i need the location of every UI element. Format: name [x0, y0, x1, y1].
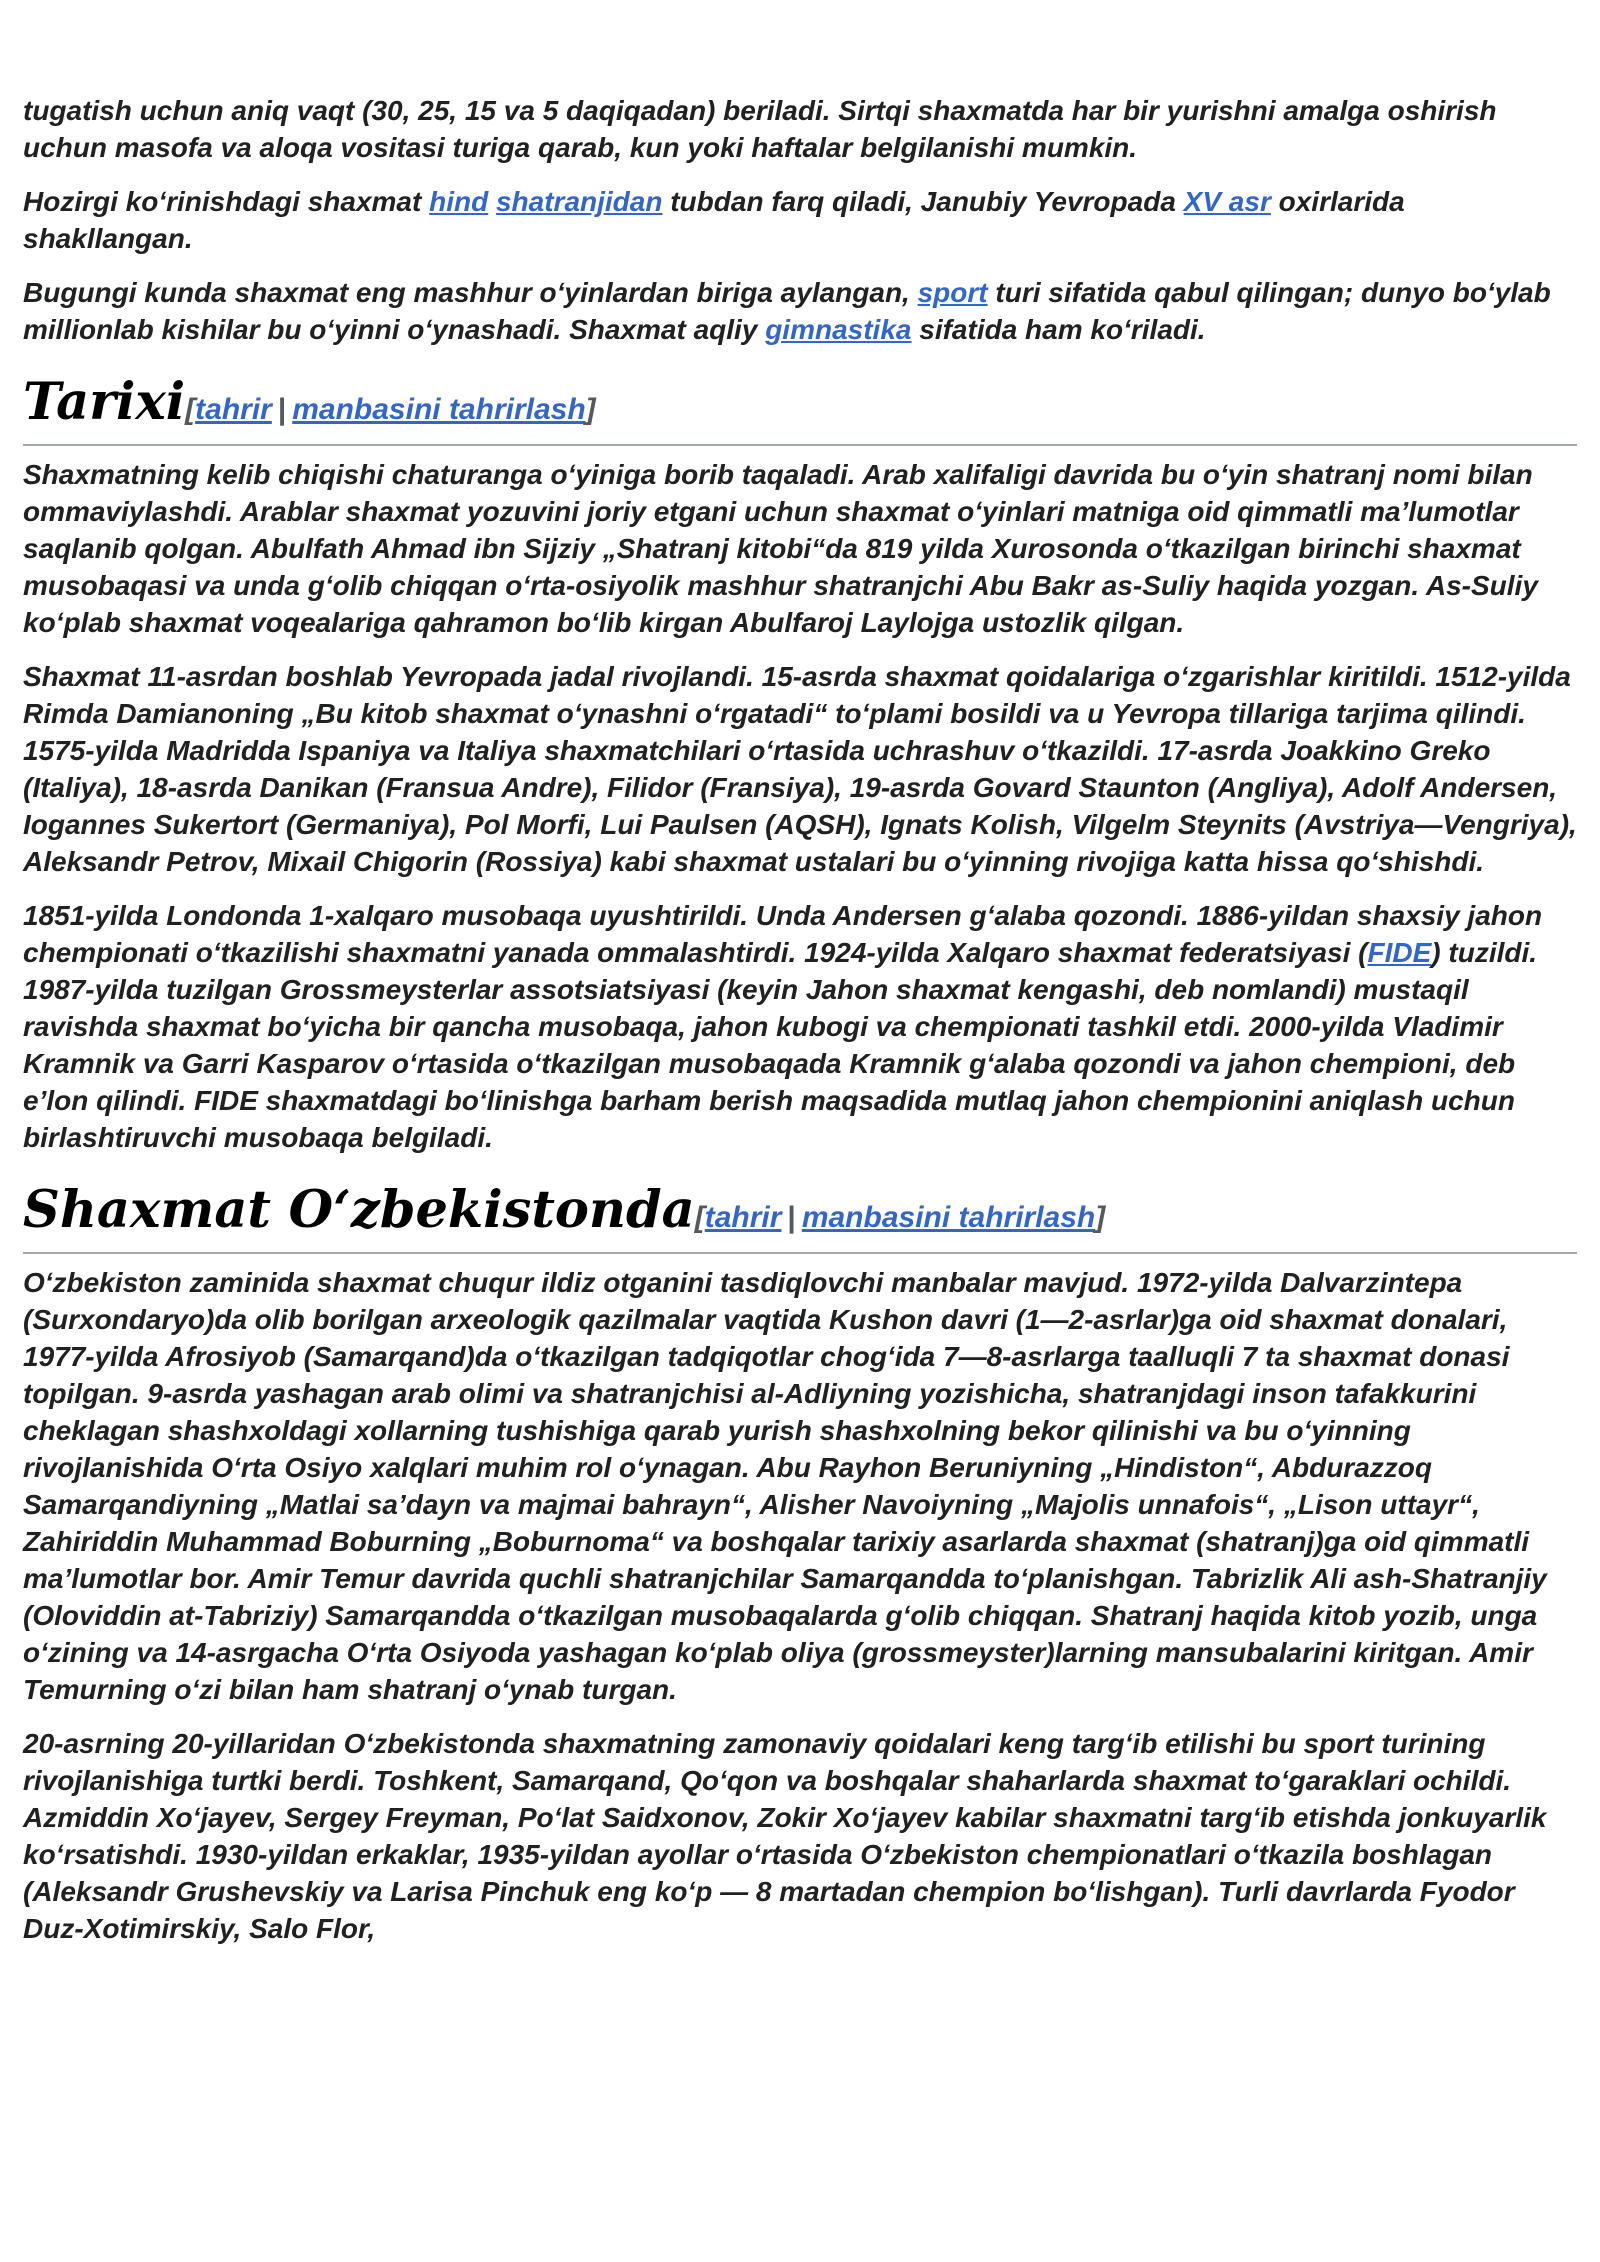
text-run: sifatida ham koʻriladi. [911, 314, 1206, 345]
text-run: Bugungi kunda shaxmat eng mashhur oʻyinlardan biriga aylangan, [23, 277, 918, 308]
text-run: turi sifatida qabul qilingan; dunyo boʻylab millionlab kishilar bu oʻyinni oʻynashadi. Shaxmat aqliy [23, 277, 1551, 345]
text-run: 1851-yilda Londonda 1-xalqaro musobaqa uyushtirildi. Unda Andersen gʻalaba qozondi. 1886-yildan shaxsiy jahon chempionati oʻtkazilishi shaxmatni yanada ommalashtirdi. 1924-yilda Xalqaro shaxmat federatsiyasi ( [23, 900, 1543, 968]
edit-source-link[interactable]: manbasini tahrirlash [801, 1201, 1096, 1234]
intro-paragraph-1: tugatish uchun aniq vaqt (30, 25, 15 va 5 daqiqadan) beriladi. Sirtqi shaxmatda har bir yurishni amalga oshirish uchun masofa va aloqa vositasi turiga qarab, kun yoki haftalar belgilanishi mumkin. [23, 95, 1497, 163]
text-run [488, 186, 496, 217]
link-sport[interactable]: sport [917, 277, 988, 308]
text-run: tubdan farq qiladi, Janubiy Yevropada [662, 186, 1184, 217]
tarixi-paragraph-1: Shaxmatning kelib chiqishi chaturanga oʻyiniga borib taqaladi. Arab xalifaligi davrida bu oʻyin shatranj nomi bilan ommaviylashdi. Arablar shaxmat yozuvini joriy etgani uchun shaxmat oʻyinlari matniga oid qimmatli maʼlumotlar saqlanib qolgan. Abulfath Ahmad ibn Sijziy „Shatranj kitobi“da 819 yilda Xurosonda oʻtkazilgan birinchi shaxmat musobaqasi va unda gʻolib chiqqan oʻrta-osiyolik mashhur shatranjchi Abu Bakr as-Suliy haqida yozgan. As-Suliy koʻplab shaxmat voqealariga qahramon boʻlib kirgan Abulfaroj Laylojga ustozlik qilgan. [23, 459, 1538, 638]
intro-paragraph-2 [23, 183, 1577, 257]
link-shatranjidan[interactable]: shatranjidan [495, 186, 663, 217]
bracket-open: [ [185, 393, 196, 426]
bracket-close: ] [585, 393, 596, 426]
text-run: oxirlarida shakllangan. [23, 186, 1405, 254]
section-title: Tarixi [23, 372, 186, 432]
uzbekistan-paragraph-1: Oʻzbekiston zaminida shaxmat chuqur ildiz otganini tasdiqlovchi manbalar mavjud. 1972-yilda Dalvarzintepa (Surxondaryo)da olib borilgan arxeologik qazilmalar vaqtida Kushon davri (1—2-asrlar)ga oid shaxmat donalari, 1977-yilda Afrosiyob (Samarqand)da oʻtkazilgan tadqiqotlar chogʻida 7—8-asrlarga taalluqli 7 ta shaxmat donasi topilgan. 9-asrda yashagan arab olimi va shatranjchisi al-Adliyning yozishicha, shatranjdagi inson tafakkurini cheklagan shashxoldagi xollarning tushishiga qarab yurish shashxolning bekor qilinishi va bu oʻyinning rivojlanishida Oʻrta Osiyo xalqlari muhim rol oʻynagan. Abu Rayhon Beruniyning „Hindiston“, Abdurazzoq Samarqandiyning „Matlai saʼdayn va majmai bahrayn“, Alisher Navoiyning „Majolis unnafois“, „Lison uttayr“, Zahiriddin Muhammad Boburning „Boburnoma“ va boshqalar tarixiy asarlarda shaxmat (shatranj)ga oid qimmatli maʼlumotlar bor. Amir Temur davrida quchli shatranjchilar Samarqandda toʻplanishgan. Tabrizlik Ali ash-Shatranjiy (Oloviddin at-Tabriziy) Samarqandda oʻtkazilgan musobaqalarda gʻolib chiqqan. Shatranj haqida kitob yozib, unga oʻzining va 14-asrgacha Oʻrta Osiyoda yashagan koʻplab oliya (grossmeyster)larning mansubalarini kiritgan. Amir Temurning oʻzi bilan ham shatranj oʻynab turgan. [23, 1267, 1547, 1705]
edit-section-links [695, 1201, 1106, 1234]
section-heading-uzbekistan [23, 1180, 1577, 1254]
bracket-close: ] [1095, 1201, 1106, 1234]
edit-source-link[interactable]: manbasini tahrirlash [292, 393, 586, 426]
tarixi-paragraph-3 [23, 897, 1577, 1156]
edit-link[interactable]: tahrir [195, 393, 272, 426]
link-gimnastika[interactable]: gimnastika [765, 314, 912, 345]
section-title: Shaxmat Oʻzbekistonda [23, 1180, 695, 1240]
link-xv-asr[interactable]: XV asr [1183, 186, 1271, 217]
section-heading-tarixi [23, 372, 1577, 446]
text-run: Hozirgi koʻrinishdagi shaxmat [23, 186, 430, 217]
intro-paragraph-3 [23, 274, 1577, 348]
text-run: ) tuzildi. 1987-yilda tuzilgan Grossmeysterlar assotsiatsiyasi (keyin Jahon shaxmat kengashi, deb nomlandi) mustaqil ravishda shaxmat boʻyicha bir qancha musobaqa, jahon kubogi va chempionati tashkil etdi. 2000-yilda Vladimir Kramnik va Garri Kasparov oʻrtasida oʻtkazilgan musobaqada Kramnik gʻalaba qozondi va jahon chempioni, deb eʼlon qilindi. FIDE shaxmatdagi boʻlinishga barham berish maqsadida mutlaq jahon chempionini aniqlash uchun birlashtiruvchi musobaqa belgiladi. [23, 937, 1538, 1153]
separator: | [787, 1201, 796, 1234]
link-hind[interactable]: hind [429, 186, 489, 217]
bracket-open: [ [694, 1201, 705, 1234]
edit-section-links [185, 393, 596, 426]
uzbekistan-paragraph-2: 20-asrning 20-yillaridan Oʻzbekistonda shaxmatning zamonaviy qoidalari keng targʻib etilishi bu sport turining rivojlanishiga turtki berdi. Toshkent, Samarqand, Qoʻqon va boshqalar shaharlarda shaxmat toʻgaraklari ochildi. Azmiddin Xoʻjayev, Sergey Freyman, Poʻlat Saidxonov, Zokir Xoʻjayev kabilar shaxmatni targʻib etishda jonkuyarlik koʻrsatishdi. 1930-yildan erkaklar, 1935-yildan ayollar oʻrtasida Oʻzbekiston chempionatlari oʻtkazila boshlagan (Aleksandr Grushevskiy va Larisa Pinchuk eng koʻp — 8 martadan chempion boʻlishgan). Turli davrlarda Fyodor Duz-Xotimirskiy, Salo Flor, [23, 1728, 1547, 1944]
edit-link[interactable]: tahrir [704, 1201, 782, 1234]
separator: | [277, 393, 287, 426]
link-fide[interactable]: FIDE [1367, 937, 1432, 968]
tarixi-paragraph-2: Shaxmat 11-asrdan boshlab Yevropada jadal rivojlandi. 15-asrda shaxmat qoidalariga oʻzgarishlar kiritildi. 1512-yilda Rimda Damianoning „Bu kitob shaxmat oʻynashni oʻrgatadi“ toʻplami bosildi va u Yevropa tillariga tarjima qilindi. 1575-yilda Madridda Ispaniya va Italiya shaxmatchilari oʻrtasida uchrashuv oʻtkazildi. 17-asrda Joakkino Greko (Italiya), 18-asrda Danikan (Fransua Andre), Filidor (Fransiya), 19-asrda Govard Staunton (Angliya), Adolf Andersen, Iogannes Sukertort (Germaniya), Pol Morfi, Lui Paulsen (AQSH), Ignats Kolish, Vilgelm Steynits (Avstriya—Vengriya), Aleksandr Petrov, Mixail Chigorin (Rossiya) kabi shaxmat ustalari bu oʻyinning rivojiga katta hissa qoʻshishdi. [23, 661, 1577, 877]
article-content [23, 92, 1577, 1964]
